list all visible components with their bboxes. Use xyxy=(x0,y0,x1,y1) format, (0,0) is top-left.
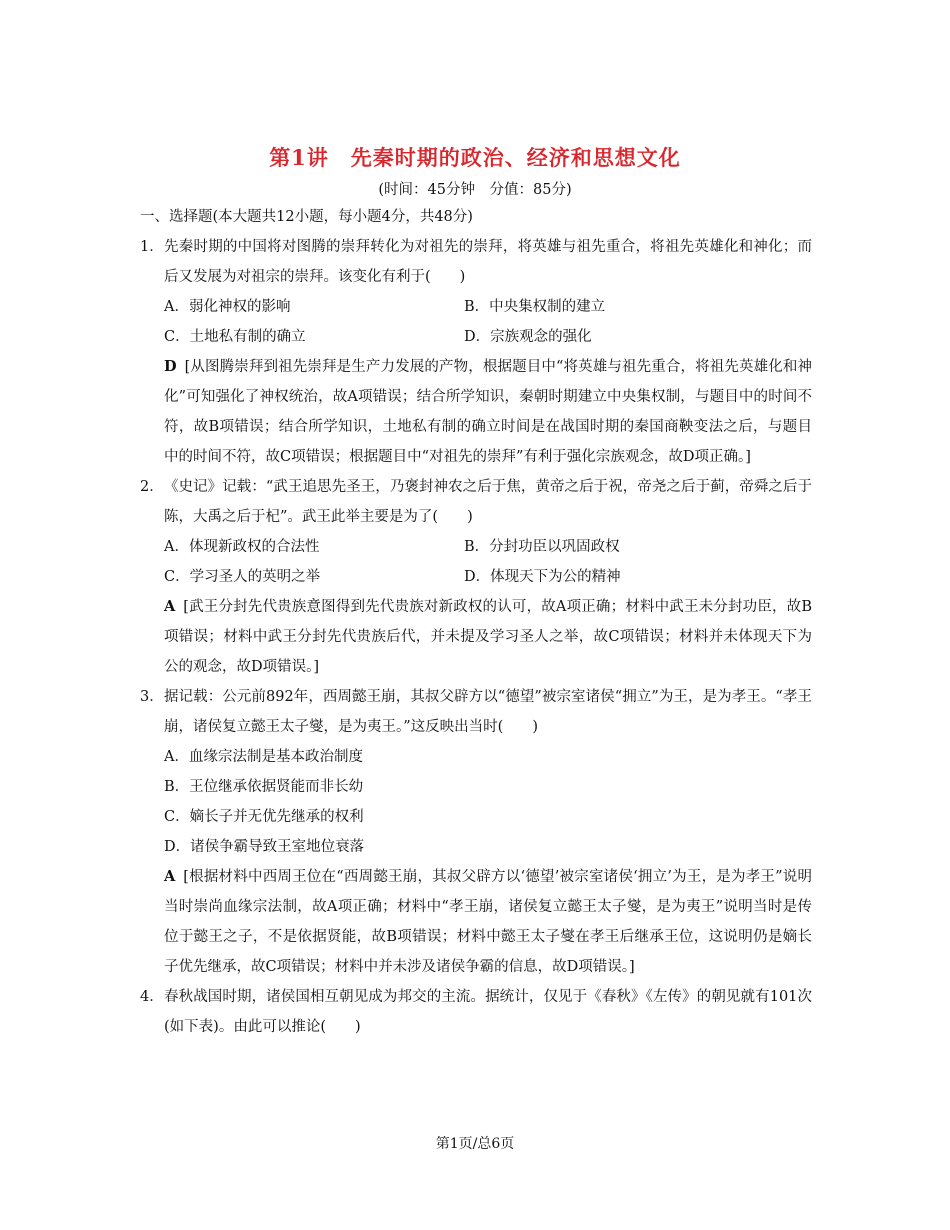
question-2 xyxy=(140,472,812,682)
option-a: A．血缘宗法制是基本政治制度 xyxy=(164,749,363,765)
question-1 xyxy=(140,232,812,472)
option-d: D．体现天下为公的精神 xyxy=(464,569,621,585)
question-stem: 据记载：公元前892年，西周懿王崩，其叔父辟方以“德望”被宗室诸侯“拥立”为王，是为孝王。“孝王崩，诸侯复立懿王太子燮，是为夷王。”这反映出当时( ) xyxy=(164,689,812,735)
option-c: C．土地私有制的确立 xyxy=(164,329,306,345)
option-c: C．嫡长子并无优先继承的权利 xyxy=(164,809,364,825)
answer-explanation xyxy=(140,352,812,472)
answer-letter: A xyxy=(164,598,176,615)
question-stem: 春秋战国时期，诸侯国相互朝见成为邦交的主流。据统计，仅见于《春秋》《左传》的朝见就有101次(如下表)。由此可以推论( ) xyxy=(164,989,812,1035)
answer-text: [根据材料中西周王位在“西周懿王崩，其叔父辟方以‘德望’被宗室诸侯‘拥立’为王，是为孝王”说明当时崇尚血缘宗法制，故A项正确；材料中“孝王崩，诸侯复立懿王太子燮，是为夷王”说明当时是传位于懿王之子，不是依据贤能，故B项错误；材料中懿王太子燮在孝王后继承王位，这说明仍是嫡长子优先继承，故C项错误；材料中并未涉及诸侯争霸的信息，故D项错误。] xyxy=(164,869,812,975)
option-list xyxy=(140,742,812,862)
option-a: A．弱化神权的影响 xyxy=(164,299,291,315)
option-a: A．体现新政权的合法性 xyxy=(164,539,320,555)
answer-explanation xyxy=(140,592,812,682)
questions-content xyxy=(140,232,812,1042)
question-number: 4． xyxy=(140,989,164,1005)
answer-letter: D xyxy=(164,358,177,375)
page-subtitle: (时间：45分钟 分值：85分) xyxy=(378,182,572,198)
option-d: D．宗族观念的强化 xyxy=(464,329,592,345)
page-title: 第1讲 先秦时期的政治、经济和思想文化 xyxy=(269,145,681,170)
option-b: B．中央集权制的建立 xyxy=(464,299,606,315)
answer-text: [从图腾崇拜到祖先崇拜是生产力发展的产物，根据题目中“将英雄与祖先重合，将祖先英雄化和神化”可知强化了神权统治，故A项错误；结合所学知识，秦朝时期建立中央集权制，与题目中的时间不符，故B项错误；结合所学知识，土地私有制的确立时间是在战国时期的秦国商鞅变法之后，与题目中的时间不符，故C项错误；根据题目中“对祖先的崇拜”有利于强化宗族观念，故D项正确。] xyxy=(164,359,812,465)
question-number: 3． xyxy=(140,689,164,705)
page-footer: 第1页/总6页 xyxy=(435,1136,515,1152)
option-list xyxy=(140,292,812,352)
section-heading: 一、选择题(本大题共12小题，每小题4分，共48分) xyxy=(140,209,473,225)
answer-text: [武王分封先代贵族意图得到先代贵族对新政权的认可，故A项正确；材料中武王未分封功臣，故B项错误；材料中武王分封先代贵族后代，并未提及学习圣人之举，故C项错误；材料并未体现天下为公的观念，故D项错误。] xyxy=(164,599,812,675)
option-c: C．学习圣人的英明之举 xyxy=(164,569,321,585)
question-3 xyxy=(140,682,812,982)
option-d: D．诸侯争霸导致王室地位衰落 xyxy=(164,839,365,855)
question-stem: 先秦时期的中国将对图腾的崇拜转化为对祖先的崇拜，将英雄与祖先重合，将祖先英雄化和神化；而后又发展为对祖宗的崇拜。该变化有利于( ) xyxy=(164,239,812,285)
option-b: B．王位继承依据贤能而非长幼 xyxy=(164,779,364,795)
question-4 xyxy=(140,982,812,1042)
answer-explanation xyxy=(140,862,812,982)
option-b: B．分封功臣以巩固政权 xyxy=(464,539,620,555)
question-number: 2． xyxy=(140,479,164,495)
answer-letter: A xyxy=(164,868,176,885)
option-list xyxy=(140,532,812,592)
question-stem: 《史记》记载：“武王追思先圣王，乃褒封神农之后于焦，黄帝之后于祝，帝尧之后于蓟，帝舜之后于陈，大禹之后于杞”。武王此举主要是为了( ) xyxy=(164,479,812,525)
question-number: 1． xyxy=(140,239,164,255)
